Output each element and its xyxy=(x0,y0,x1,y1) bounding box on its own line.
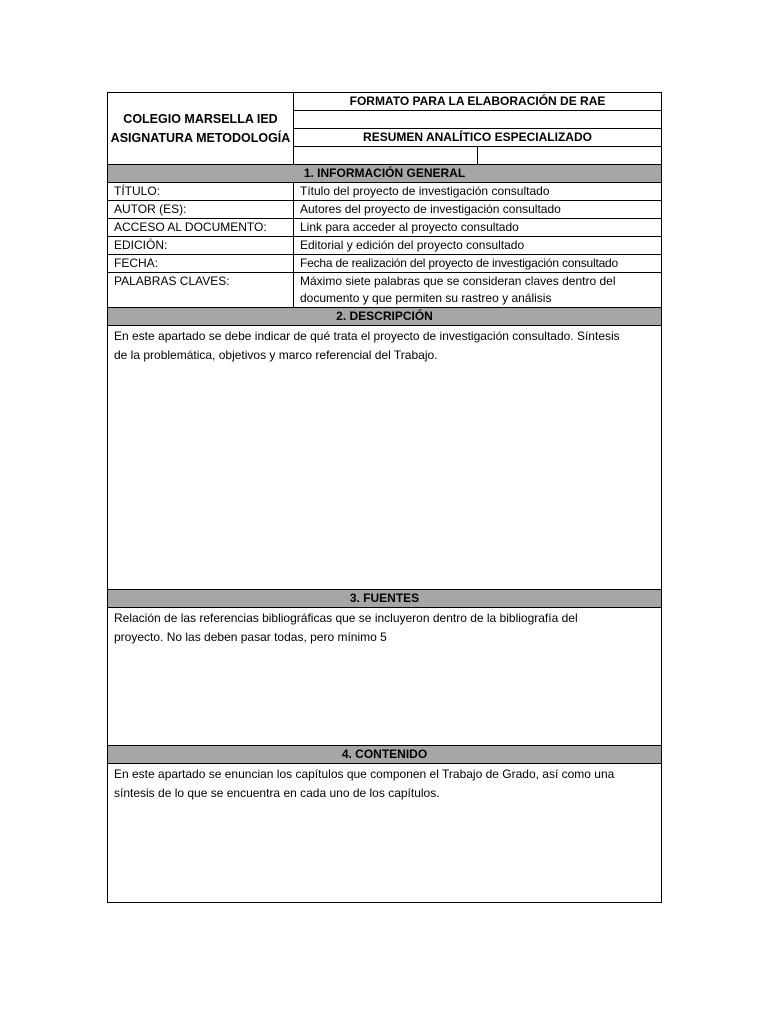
section-heading-descripcion: 2. DESCRIPCIÓN xyxy=(108,308,662,326)
field-value: Link para acceder al proyecto consultado xyxy=(294,219,662,237)
field-value: Título del proyecto de investigación consultado xyxy=(294,183,662,201)
field-label: PALABRAS CLAVES: xyxy=(108,273,294,308)
info-row-palabras-claves xyxy=(108,273,662,308)
body-text-line: En este apartado se enuncian los capítulos que componen el Trabajo de Grado, así como una xyxy=(114,767,615,781)
field-value xyxy=(294,273,662,308)
section-heading-fuentes: 3. FUENTES xyxy=(108,590,662,608)
summary-title: RESUMEN ANALÍTICO ESPECIALIZADO xyxy=(294,129,662,147)
body-text-line: proyecto. No las deben pasar todas, pero mínimo 5 xyxy=(114,630,387,644)
section-heading-info-general: 1. INFORMACIÓN GENERAL xyxy=(108,165,662,183)
section-heading-contenido: 4. CONTENIDO xyxy=(108,746,662,764)
field-value: Fecha de realización del proyecto de investigación consultado xyxy=(294,255,662,273)
field-value: Editorial y edición del proyecto consultado xyxy=(294,237,662,255)
blank-cell-left xyxy=(294,147,478,165)
blank-header-row xyxy=(294,111,662,129)
contenido-body xyxy=(108,764,662,903)
field-label: TÍTULO: xyxy=(108,183,294,201)
school-name: COLEGIO MARSELLA IED xyxy=(123,111,278,126)
field-value: Autores del proyecto de investigación consultado xyxy=(294,201,662,219)
info-row-edicion xyxy=(108,237,662,255)
info-row-autor xyxy=(108,201,662,219)
school-header xyxy=(108,93,294,165)
body-text-line: de la problemática, objetivos y marco referencial del Trabajo. xyxy=(114,348,438,362)
body-text-line: síntesis de lo que se encuentra en cada uno de los capítulos. xyxy=(114,786,440,800)
info-row-fecha xyxy=(108,255,662,273)
blank-cell-right xyxy=(478,147,662,165)
info-row-acceso xyxy=(108,219,662,237)
rae-form xyxy=(107,92,661,903)
field-value-line: Máximo siete palabras que se consideran claves dentro del xyxy=(300,274,616,288)
subject-name: ASIGNATURA METODOLOGÍA xyxy=(110,130,291,145)
fuentes-body xyxy=(108,608,662,746)
field-label: ACCESO AL DOCUMENTO: xyxy=(108,219,294,237)
rae-table xyxy=(107,92,662,903)
format-title: FORMATO PARA LA ELABORACIÓN DE RAE xyxy=(294,93,662,111)
descripcion-body xyxy=(108,326,662,590)
body-text-line: En este apartado se debe indicar de qué trata el proyecto de investigación consultado. Síntesis xyxy=(114,329,620,343)
field-label: EDICIÓN: xyxy=(108,237,294,255)
info-row-titulo xyxy=(108,183,662,201)
field-label: AUTOR (ES): xyxy=(108,201,294,219)
body-text-line: Relación de las referencias bibliográficas que se incluyeron dentro de la bibliografía del xyxy=(114,611,578,625)
field-value-line: documento y que permiten su rastreo y análisis xyxy=(300,291,552,305)
field-label: FECHA: xyxy=(108,255,294,273)
